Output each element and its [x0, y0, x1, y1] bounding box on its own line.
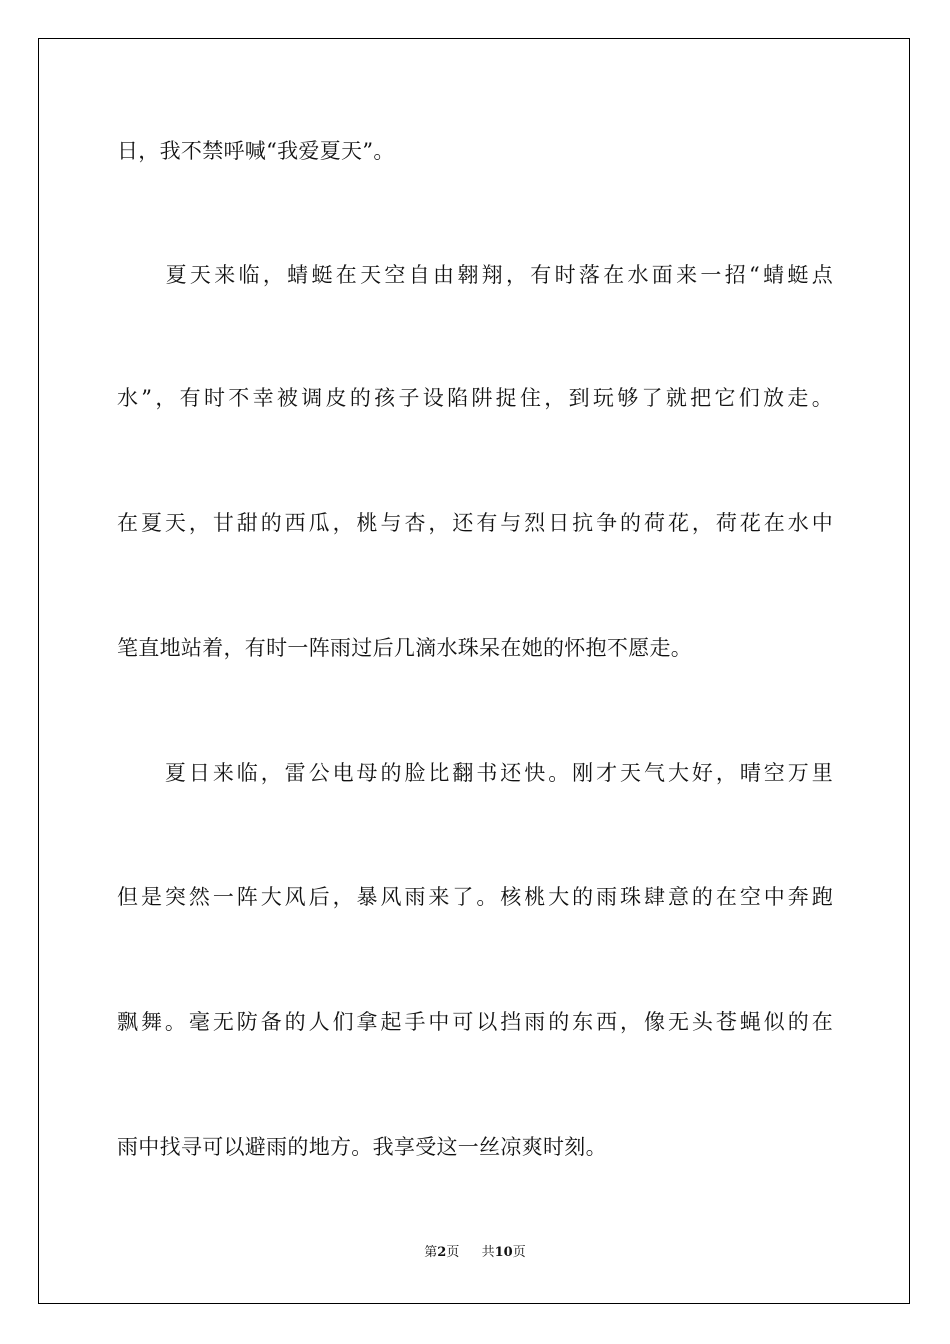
text-line: 水”，有时不幸被调皮的孩子设陷阱捉住，到玩够了就把它们放走。: [117, 386, 833, 410]
text-line: 笔直地站着，有时一阵雨过后几滴水珠呆在她的怀抱不愿走。: [117, 636, 693, 660]
text-line: 飘舞。毫无防备的人们拿起手中可以挡雨的东西，像无头苍蝇似的在: [117, 1010, 833, 1034]
page-border: [38, 38, 910, 1304]
page-total: 共10页: [481, 1245, 526, 1260]
text-line: 雨中找寻可以避雨的地方。我享受这一丝凉爽时刻。: [117, 1135, 607, 1159]
text-line: 在夏天，甘甜的西瓜，桃与杏，还有与烈日抗争的荷花，荷花在水中: [117, 511, 833, 535]
text-line: 日，我不禁呼喊“我爱夏天”。: [117, 139, 395, 163]
text-line: 但是突然一阵大风后，暴风雨来了。核桃大的雨珠肆意的在空中奔跑: [117, 885, 833, 909]
text-line: 夏天来临，蜻蜓在天空自由翱翔，有时落在水面来一招“蜻蜓点: [117, 263, 833, 287]
page-footer: [0, 1244, 950, 1262]
text-line: 夏日来临，雷公电母的脸比翻书还快。刚才天气大好，晴空万里: [117, 761, 833, 785]
page-number: 第2页: [424, 1245, 460, 1260]
